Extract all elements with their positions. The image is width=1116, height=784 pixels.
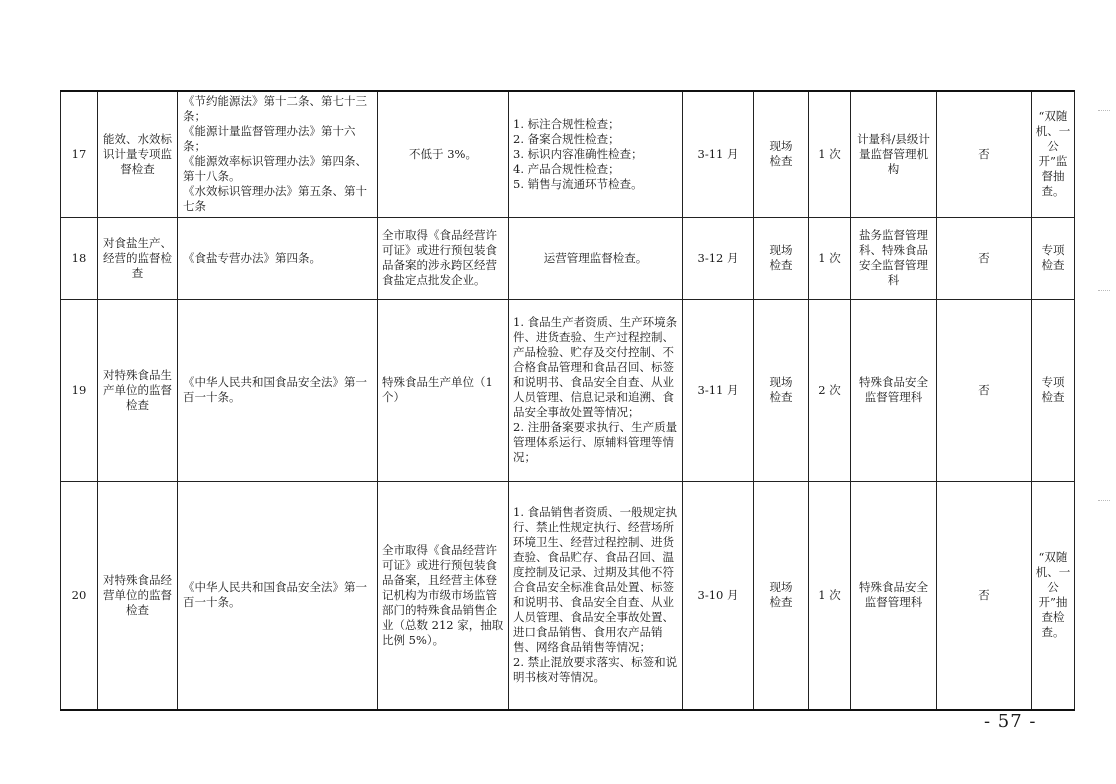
cell-note: “双随机、一公开”抽查检查。 — [1032, 481, 1075, 710]
table-row — [61, 299, 1075, 481]
cell-method: 现场 检查 — [754, 481, 809, 710]
cell-basis: 《中华人民共和国食品安全法》第一百一十条。 — [178, 481, 378, 710]
cell-content: 1. 食品销售者资质、一般规定执行、禁止性规定执行、经营场所环境卫生、经营过程控制、进货查验、食品贮存、食品召回、温度控制及记录、过期及其他不符合食品安全标准食品处置、标签和说明书、食品安全自查、从业人员管理、食品安全事故处置、进口食品销售、食用农产品销售、网络食品销售等情况； 2. 禁止混放要求落实、标签和说明书核对等情况。 — [509, 481, 683, 710]
cell-basis: 《中华人民共和国食品安全法》第一百一十条。 — [178, 299, 378, 481]
cell-times: 2 次 — [809, 299, 851, 481]
cell-no: 17 — [61, 91, 98, 217]
cell-target: 特殊食品生产单位（1个） — [378, 299, 509, 481]
table-row — [61, 481, 1075, 710]
page-number: - 57 - — [984, 711, 1037, 732]
cell-no: 18 — [61, 217, 98, 299]
cell-period: 3-11 月 — [683, 91, 754, 217]
cell-period: 3-10 月 — [683, 481, 754, 710]
binding-edge-mark — [1098, 110, 1110, 111]
table-row — [61, 91, 1075, 217]
cell-target: 不低于 3%。 — [378, 91, 509, 217]
cell-method: 现场 检查 — [754, 217, 809, 299]
cell-method: 现场 检查 — [754, 299, 809, 481]
cell-times: 1 次 — [809, 91, 851, 217]
cell-target: 全市取得《食品经营许可证》或进行预包装食品备案，且经营主体登记机构为市级市场监管部门的特殊食品销售企业（总数 212 家，抽取比例 5%）。 — [378, 481, 509, 710]
cell-no: 19 — [61, 299, 98, 481]
cell-item: 对食盐生产、经营的监督检查 — [98, 217, 178, 299]
cell-times: 1 次 — [809, 481, 851, 710]
table-row — [61, 217, 1075, 299]
binding-edge-mark — [1098, 290, 1110, 291]
cell-target: 全市取得《食品经营许可证》或进行预包装食品备案的涉永跨区经营食盐定点批发企业。 — [378, 217, 509, 299]
cell-content: 1. 标注合规性检查； 2. 备案合规性检查； 3. 标识内容准确性检查； 4. 产品合规性检查； 5. 销售与流通环节检查。 — [509, 91, 683, 217]
cell-basis: 《食盐专营办法》第四条。 — [178, 217, 378, 299]
cell-note: 专项 检查 — [1032, 217, 1075, 299]
cell-item: 对特殊食品生产单位的监督检查 — [98, 299, 178, 481]
cell-joint: 否 — [937, 217, 1032, 299]
cell-item: 对特殊食品经营单位的监督检查 — [98, 481, 178, 710]
cell-method: 现场 检查 — [754, 91, 809, 217]
binding-edge-mark — [1098, 500, 1110, 501]
cell-content: 1. 食品生产者资质、生产环境条件、进货查验、生产过程控制、产品检验、贮存及交付控制、不合格食品管理和食品召回、标签和说明书、食品安全自查、从业人员管理、信息记录和追溯、食品安全事故处置等情况； 2. 注册备案要求执行、生产质量管理体系运行、原辅料管理等情况； — [509, 299, 683, 481]
cell-joint: 否 — [937, 481, 1032, 710]
cell-note: “双随机、一公开”监督抽查。 — [1032, 91, 1075, 217]
cell-content: 运营管理监督检查。 — [509, 217, 683, 299]
cell-note: 专项 检查 — [1032, 299, 1075, 481]
cell-dept: 盐务监督管理科、特殊食品安全监督管理科 — [851, 217, 937, 299]
cell-item: 能效、水效标识计量专项监督检查 — [98, 91, 178, 217]
cell-no: 20 — [61, 481, 98, 710]
cell-joint: 否 — [937, 91, 1032, 217]
cell-dept: 计量科/县级计量监督管理机构 — [851, 91, 937, 217]
cell-joint: 否 — [937, 299, 1032, 481]
cell-dept: 特殊食品安全监督管理科 — [851, 299, 937, 481]
cell-basis: 《节约能源法》第十二条、第七十三条； 《能源计量监督管理办法》第十六条； 《能源效率标识管理办法》第四条、第十八条。 《水效标识管理办法》第五条、第十七条 — [178, 91, 378, 217]
cell-times: 1 次 — [809, 217, 851, 299]
cell-period: 3-11 月 — [683, 299, 754, 481]
inspection-plan-table — [60, 90, 1075, 711]
cell-period: 3-12 月 — [683, 217, 754, 299]
cell-dept: 特殊食品安全监督管理科 — [851, 481, 937, 710]
